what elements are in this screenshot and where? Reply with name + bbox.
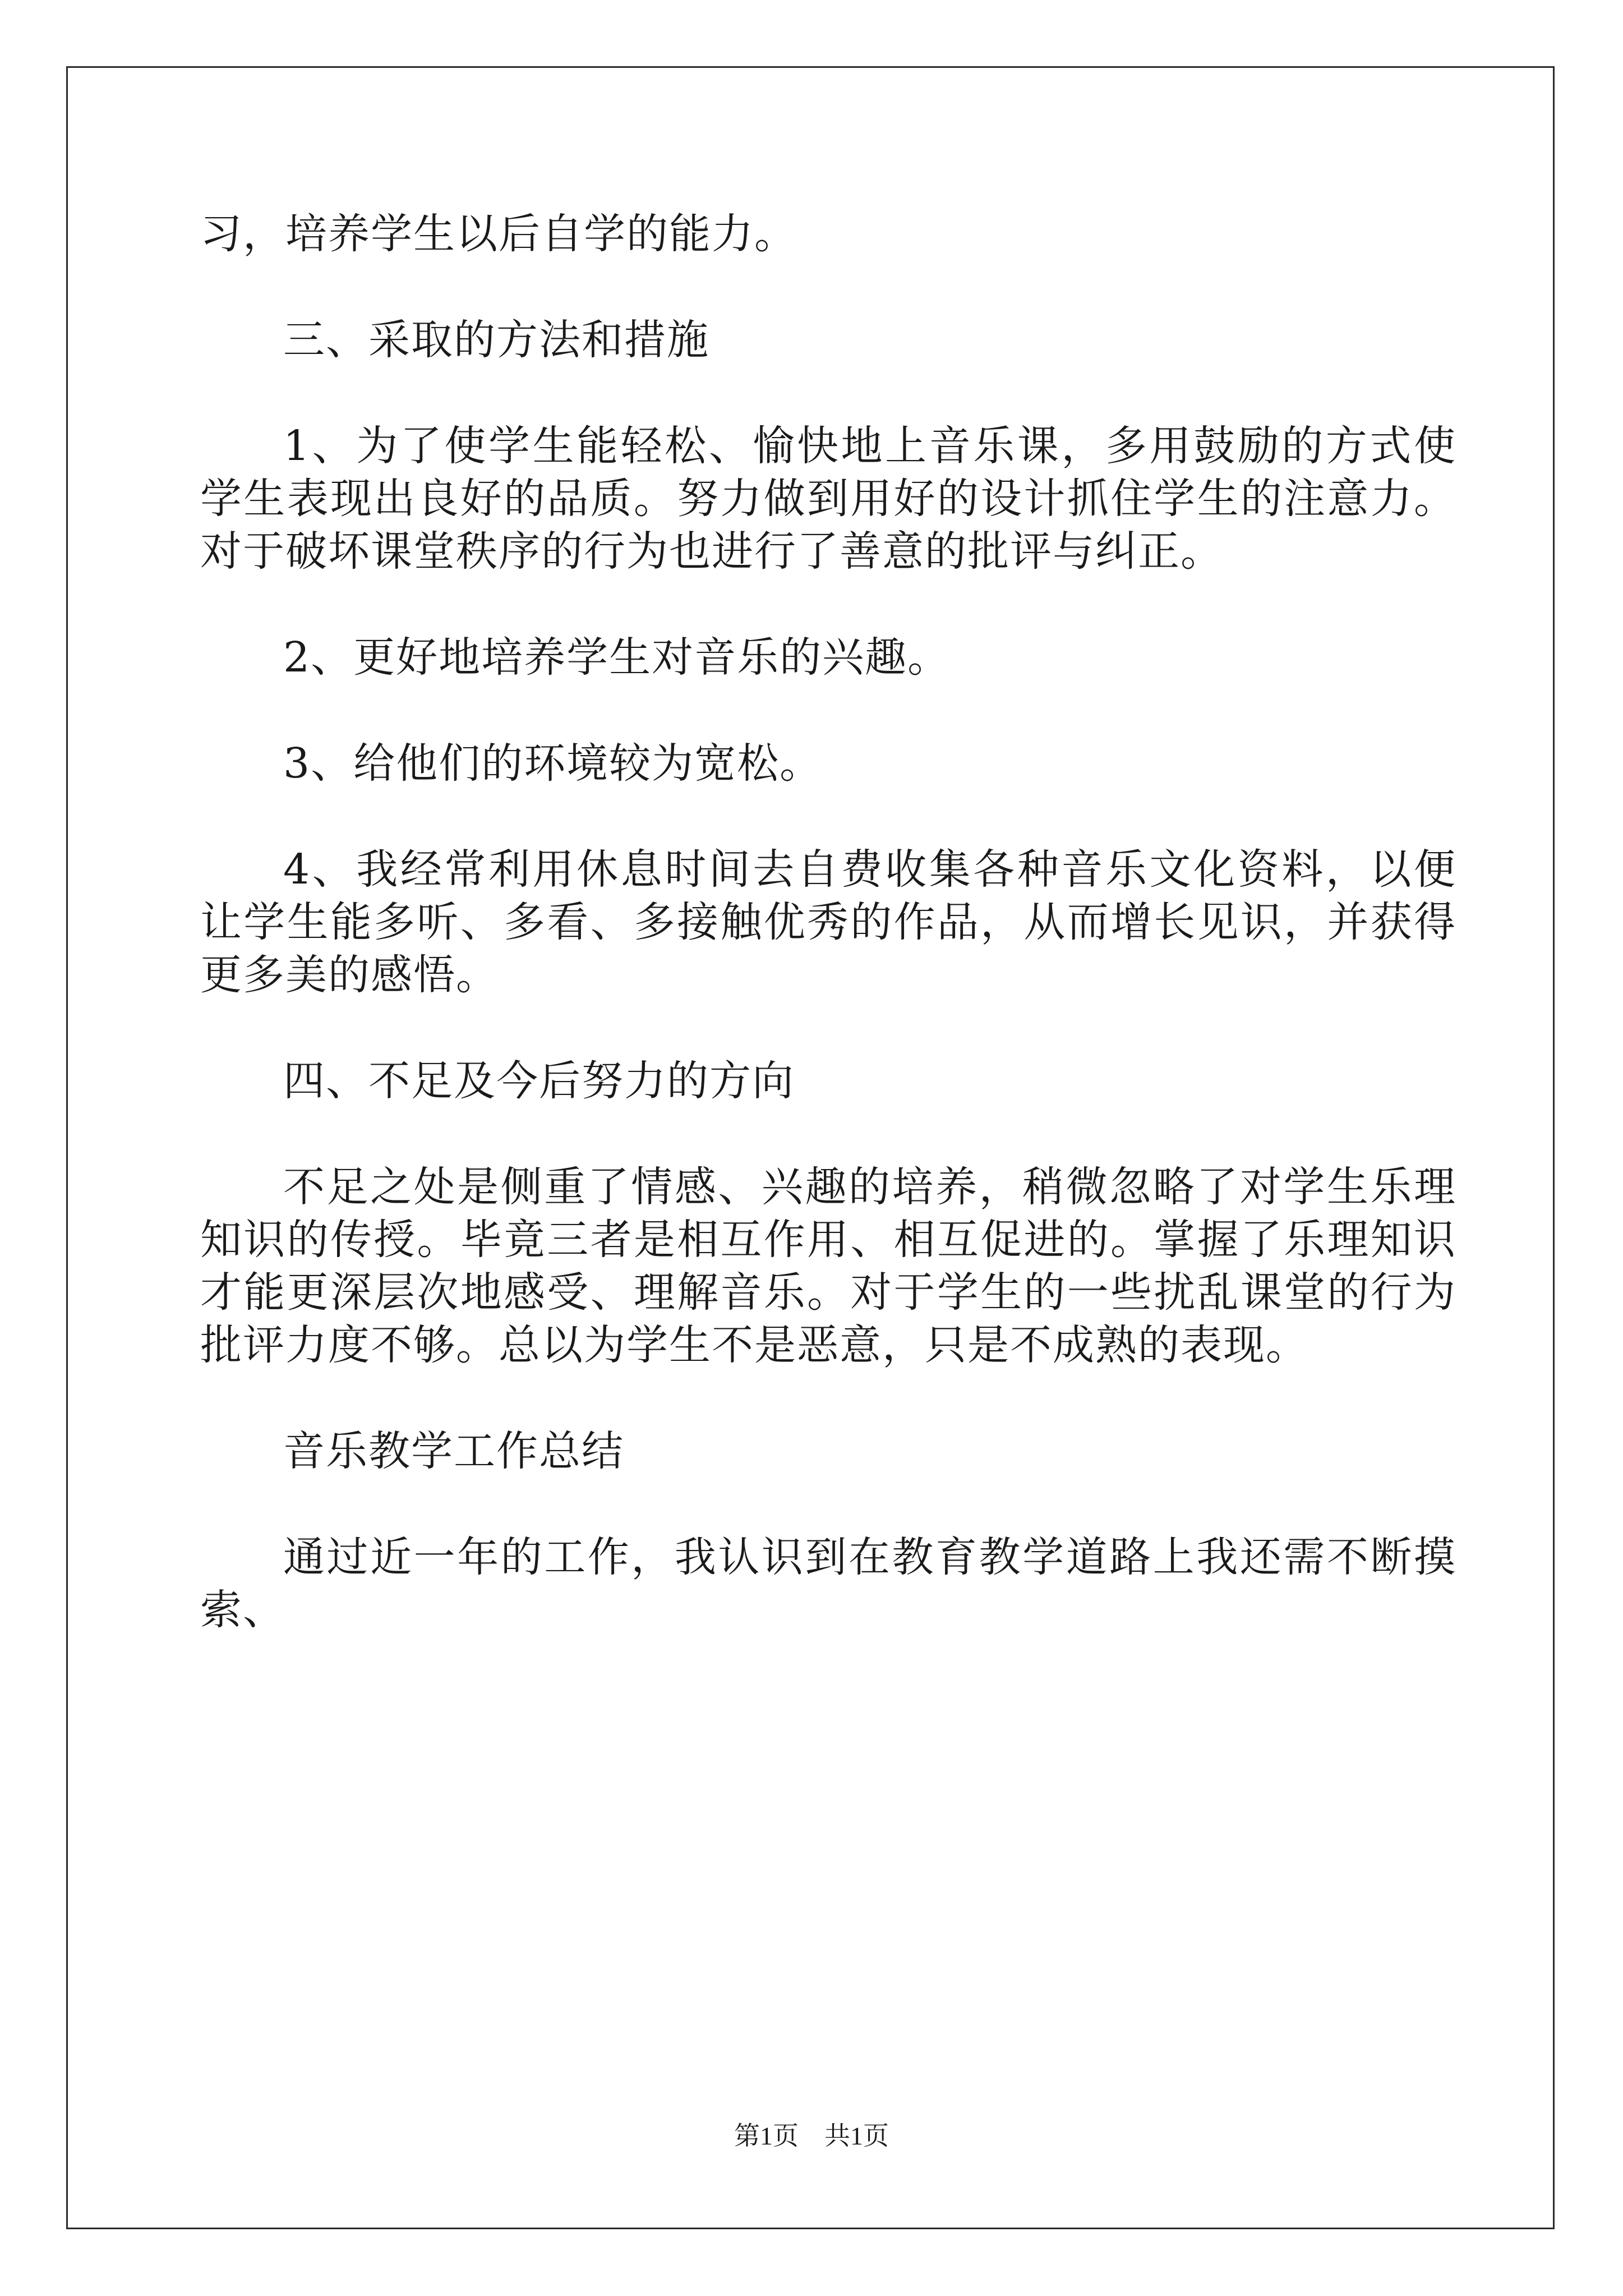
paragraph: 通过近一年的工作，我认识到在教育教学道路上我还需不断摸索、 [200,1533,1456,1634]
paragraph: 2、更好地培养学生对音乐的兴趣。 [283,633,951,682]
paragraph: 习，培养学生以后自学的能力。 [200,210,797,258]
paragraph: 不足之处是侧重了情感、兴趣的培养，稍微忽略了对学生乐理知识的传授。毕竟三者是相互作用、相互促进的。掌握了乐理知识才能更深层次地感受、理解音乐。对于学生的一些扰乱课堂的行为批评力度不够。总以为学生不是恶意，只是不成熟的表现。 [200,1163,1456,1369]
paragraph: 3、给他们的环境较为宽松。 [283,739,823,788]
paragraph: 4、我经常利用休息时间去自费收集各种音乐文化资料，以便让学生能多听、多看、多接触优秀的作品，从而增长见识，并获得更多美的感悟。 [200,845,1456,999]
section-heading: 三、采取的方法和措施 [283,316,709,364]
page-number-current: 第1页 [734,2122,799,2150]
section-heading: 四、不足及今后努力的方向 [283,1057,795,1105]
document-subtitle: 音乐教学工作总结 [283,1427,624,1475]
paragraph: 1、为了使学生能轻松、愉快地上音乐课，多用鼓励的方式使学生表现出良好的品质。努力做到用好的设计抓住学生的注意力。对于破坏课堂秩序的行为也进行了善意的批评与纠正。 [200,422,1456,576]
page-footer [0,2119,1623,2153]
document-body [200,208,1456,1636]
page-number-total: 共1页 [824,2122,889,2150]
